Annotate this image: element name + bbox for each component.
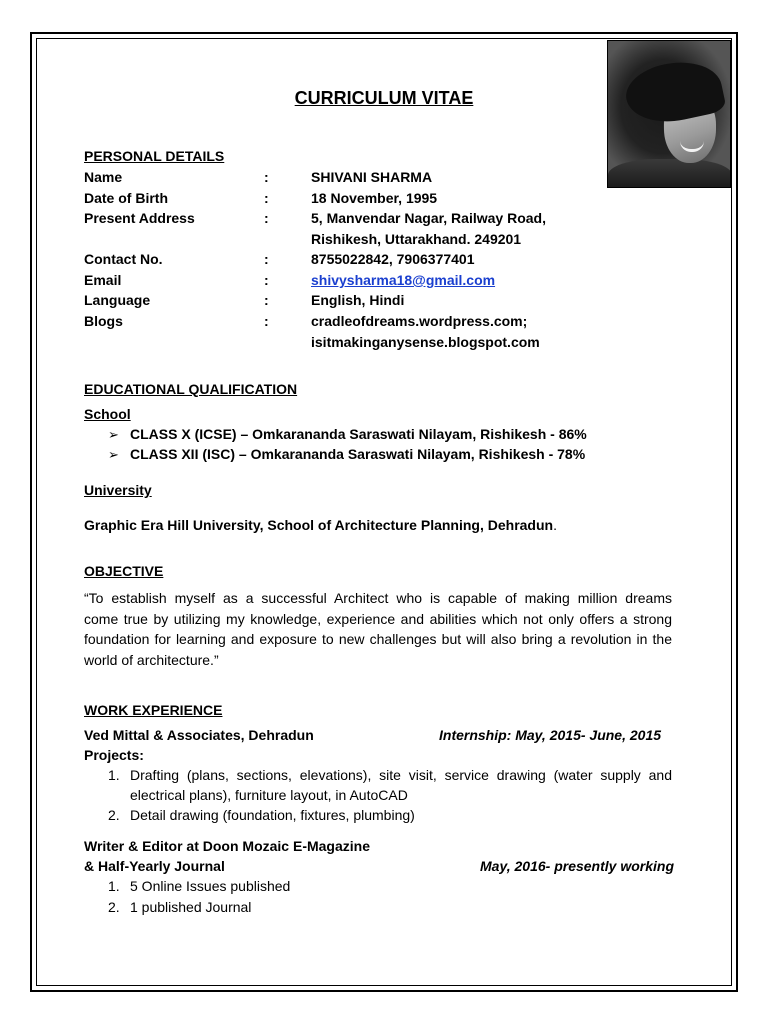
university-period: .	[553, 517, 557, 533]
list-item: 1 published Journal	[130, 899, 252, 915]
university-heading: University	[84, 482, 152, 498]
objective-line: world of architecture.”	[84, 651, 219, 668]
job1-period: Internship: May, 2015- June, 2015	[439, 727, 662, 743]
arrow-bullet-icon: ➢	[108, 447, 119, 462]
label-dob: Date of Birth	[84, 190, 168, 206]
value-name: SHIVANI SHARMA	[311, 169, 433, 185]
job1-company: Ved Mittal & Associates, Dehradun	[84, 727, 314, 743]
separator: :	[264, 272, 269, 288]
list-number: 2.	[108, 807, 120, 823]
separator: :	[264, 210, 269, 226]
document-title: CURRICULUM VITAE	[294, 88, 474, 108]
value-address-line2: Rishikesh, Uttarakhand. 249201	[311, 231, 522, 247]
school-heading: School	[84, 406, 131, 422]
list-number: 1.	[108, 878, 120, 894]
label-name: Name	[84, 169, 123, 185]
value-dob: 18 November, 1995	[311, 190, 438, 206]
university-text: Graphic Era Hill University, School of Architecture Planning, Dehradun	[84, 517, 554, 533]
list-number: 1.	[108, 767, 120, 783]
job2-title-line1: Writer & Editor at Doon Mozaic E-Magazine	[84, 838, 370, 854]
university-line	[84, 517, 557, 533]
list-item: CLASS X (ICSE) – Omkarananda Saraswati Nilayam, Rishikesh - 86%	[130, 426, 587, 442]
list-item: CLASS XII (ISC) – Omkarananda Saraswati Nilayam, Rishikesh - 78%	[130, 446, 586, 462]
arrow-bullet-icon: ➢	[108, 427, 119, 442]
objective-line: come true by utilizing my knowledge, experience and abilities which not only offers a strong	[84, 610, 672, 627]
label-blogs: Blogs	[84, 313, 123, 329]
objective-line: “To establish myself as a successful Architect who is capable of making million dreams	[84, 590, 672, 606]
personal-details-heading: PERSONAL DETAILS	[84, 148, 225, 164]
separator: :	[264, 190, 269, 206]
separator: :	[264, 292, 269, 308]
objective-line: foundation for learning and exposure to new challenges but will also bring a revolution in the	[84, 631, 672, 647]
list-item: Detail drawing (foundation, fixtures, plumbing)	[130, 807, 415, 823]
separator: :	[264, 251, 269, 267]
job2-period: May, 2016- presently working	[480, 858, 674, 874]
label-address: Present Address	[84, 210, 195, 226]
value-blog-1: cradleofdreams.wordpress.com;	[311, 313, 528, 329]
list-number: 2.	[108, 899, 120, 915]
list-item: Drafting (plans, sections, elevations), site visit, service drawing (water supply and	[130, 767, 672, 783]
label-contact: Contact No.	[84, 251, 163, 267]
list-item-continuation: electrical plans), furniture layout, in AutoCAD	[130, 787, 408, 803]
value-blog-2: isitmakinganysense.blogspot.com	[311, 334, 540, 350]
value-contact: 8755022842, 7906377401	[311, 251, 475, 267]
objective-text	[84, 588, 672, 670]
job1-projects-label: Projects:	[84, 747, 144, 763]
profile-photo	[607, 40, 731, 188]
objective-heading: OBJECTIVE	[84, 563, 164, 579]
label-email: Email	[84, 272, 122, 288]
work-experience-heading: WORK EXPERIENCE	[84, 702, 223, 718]
label-language: Language	[84, 292, 151, 308]
separator: :	[264, 313, 269, 329]
value-address-line1: 5, Manvendar Nagar, Railway Road,	[311, 210, 546, 226]
separator: :	[264, 169, 269, 185]
list-item: 5 Online Issues published	[130, 878, 291, 894]
email-link[interactable]: shivysharma18@gmail.com	[311, 272, 496, 288]
job2-title-line2: & Half-Yearly Journal	[84, 858, 225, 874]
value-language: English, Hindi	[311, 292, 405, 308]
education-heading: EDUCATIONAL QUALIFICATION	[84, 381, 298, 397]
